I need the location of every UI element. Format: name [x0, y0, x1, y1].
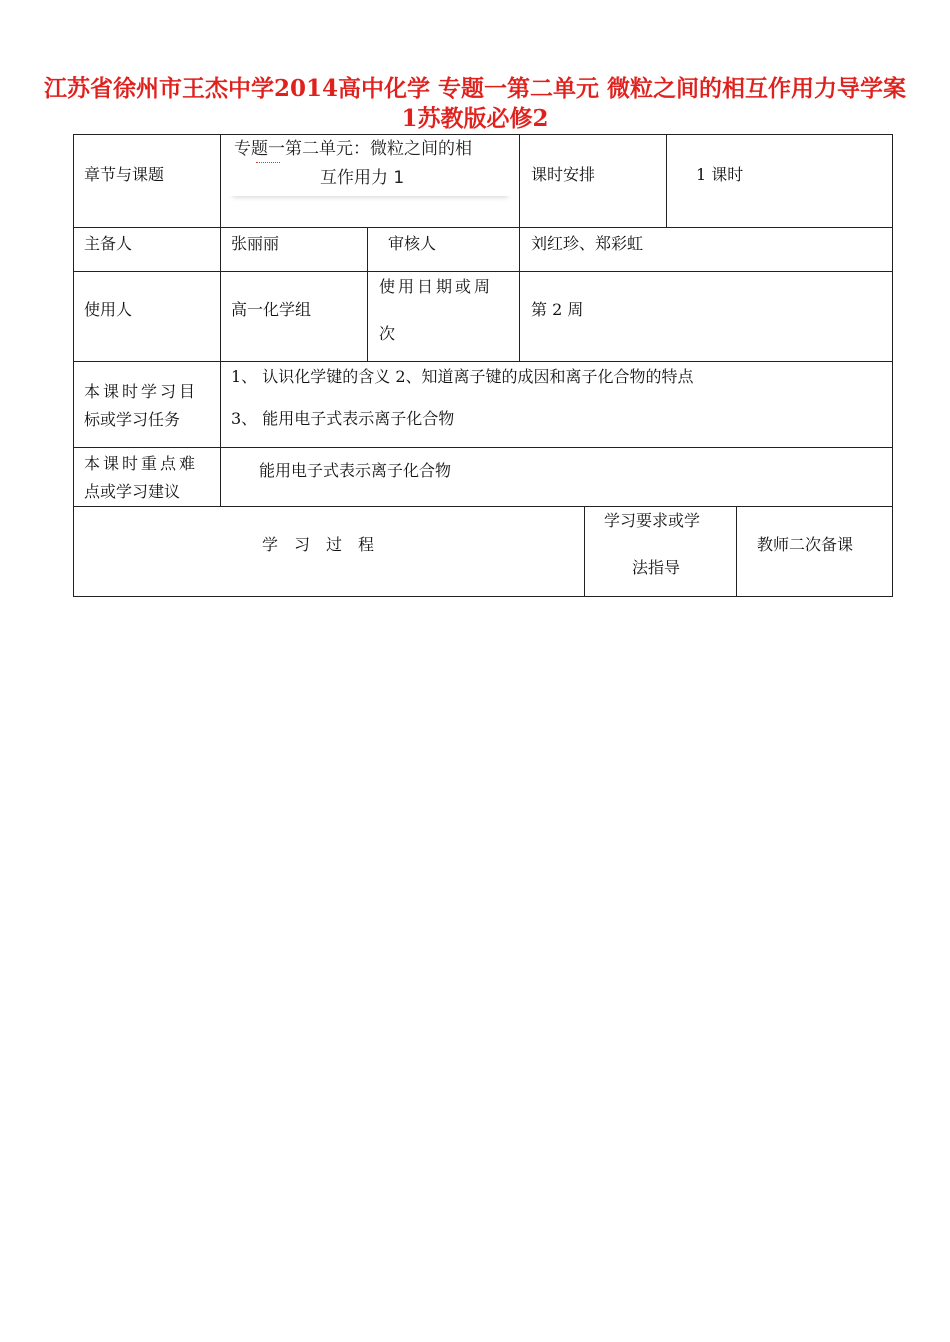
- column-divider: [584, 506, 585, 597]
- table-border-right: [892, 134, 893, 597]
- preparer-value: 张丽丽: [231, 234, 280, 253]
- focus-label-line-1: 本课时重点难: [84, 454, 199, 473]
- table-border-top: [73, 134, 893, 135]
- subject-line-1-text: 专题一第二单元：微粒之间的相: [234, 139, 472, 159]
- column-divider: [220, 134, 221, 506]
- guidance-heading-line-2: 法指导: [632, 558, 681, 577]
- row-divider: [73, 447, 893, 448]
- guidance-heading-line-1: 学习要求或学: [604, 511, 701, 530]
- column-divider: [519, 134, 520, 228]
- document-title: 江苏省徐州市王杰中学2014高中化学 专题一第二单元 微粒之间的相互作用力导学案1苏教版必修2: [43, 75, 907, 132]
- subject-line-1: [234, 139, 472, 159]
- row-divider: [73, 227, 893, 228]
- goals-line-2: 3、 能用电子式表示离子化合物: [231, 409, 455, 428]
- column-divider: [519, 227, 520, 362]
- goals-label-line-1: 本课时学习目: [84, 382, 199, 401]
- reviewer-value: 刘红珍、郑彩虹: [531, 234, 644, 253]
- row-divider: [73, 506, 893, 507]
- table-border-bottom: [73, 596, 893, 597]
- subject-line-2: 互作用力 1: [320, 168, 405, 188]
- user-value: 高一化学组: [231, 300, 312, 319]
- learning-process-heading: 学 习 过 程: [262, 535, 375, 554]
- goals-line-1: 1、 认识化学键的含义 2、知道离子键的成因和离子化合物的特点: [231, 367, 694, 386]
- reviewer-label: 审核人: [388, 234, 437, 253]
- date-value: 第 2 周: [531, 300, 584, 319]
- subject-textbox: [228, 136, 513, 196]
- schedule-label: 课时安排: [531, 165, 596, 184]
- row-divider: [73, 361, 893, 362]
- schedule-value: 1 课时: [696, 165, 744, 184]
- spellcheck-underline: [256, 158, 280, 163]
- user-label: 使用人: [84, 300, 133, 319]
- focus-label-line-2: 点或学习建议: [84, 482, 181, 501]
- column-divider: [666, 134, 667, 228]
- date-label-line-2: 次: [379, 324, 396, 343]
- preparer-label: 主备人: [84, 234, 133, 253]
- date-label-line-1: 使用日期或周: [379, 277, 494, 296]
- row-divider: [73, 271, 893, 272]
- table-border-left: [73, 134, 74, 597]
- teacher-notes-heading: 教师二次备课: [757, 535, 854, 554]
- goals-label-line-2: 标或学习任务: [84, 410, 181, 429]
- column-divider: [736, 506, 737, 597]
- chapter-topic-label: 章节与课题: [84, 165, 165, 184]
- column-divider: [367, 227, 368, 362]
- focus-content: 能用电子式表示离子化合物: [259, 461, 452, 480]
